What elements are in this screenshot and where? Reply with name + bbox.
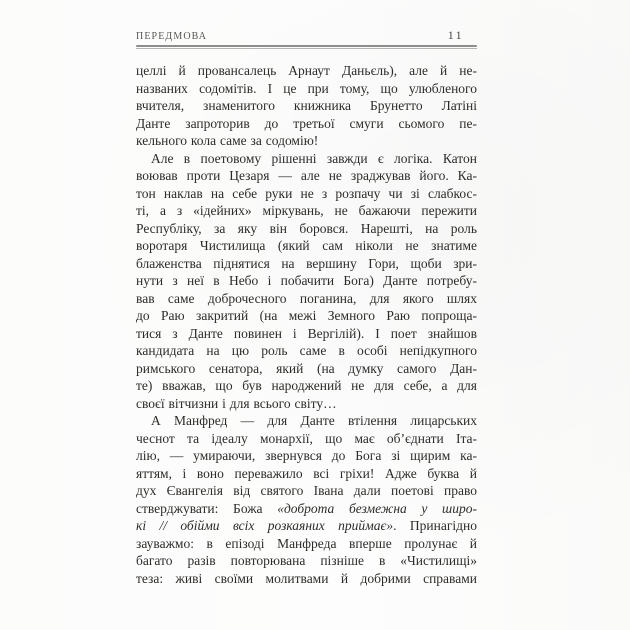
header-rule-thin-line (136, 48, 477, 49)
body-text: тися з Данте повинен і Вергілій). І поет знайшов (136, 325, 477, 341)
body-text: нути з неї в Небо і побачити Бога) Данте потребу- (136, 273, 477, 288)
body-text: . Принагідно (393, 518, 477, 533)
text-line (136, 325, 477, 343)
body-text: багато разів повторювана пізніше в «Чистилищі» (136, 553, 477, 568)
running-title: ПЕРЕДМОВА (136, 31, 208, 42)
body-text: А Манфред — для Данте втілення лицарських (151, 413, 477, 428)
header-rule (136, 45, 477, 49)
text-line (136, 552, 477, 570)
body-text: целлі й провансалець Арнаут Даньєль), але й не- (136, 63, 477, 78)
page-header (136, 30, 477, 42)
body-text: лію, — умираючи, звернувся до Бога зі щирим ка- (136, 448, 477, 463)
body-text: названих содомітів. І це при тому, що улюбленого (136, 80, 477, 96)
body-text: яттям, і воно переважило всі гріхи! Адже буква й (136, 465, 477, 481)
body-text: кандидата на цю роль саме в особі непідкупного (136, 343, 477, 358)
text-line (136, 115, 477, 133)
body-text: римського сенатора, який (на думку самого Дан- (136, 360, 477, 376)
text-line (136, 412, 477, 430)
body-text: вчителя, знаменитого книжника Брунетто Латіні (136, 98, 477, 113)
body-text: Республіку, за яку він боровся. Нарешті, на роль (136, 220, 477, 236)
body-text: зауважмо: в епізоді Манфреда вперше пролунає й (136, 535, 477, 551)
body-text: блаженства піднятися на вершину Гори, щоби зри- (136, 255, 477, 271)
text-line (136, 202, 477, 220)
text-line (136, 167, 477, 185)
body-text: воював проти Цезаря — але не зраджував його. Ка- (136, 168, 477, 183)
text-line (136, 97, 477, 115)
text-line (136, 395, 477, 413)
text-block (136, 30, 477, 587)
header-rule-thick-line (136, 45, 477, 47)
body-text: своєї вітчизни і для всього світу… (136, 395, 337, 411)
body-text: Але в поетовому рішенні завжди є логіка. Катон (151, 150, 477, 166)
page-body (136, 62, 477, 587)
body-text: те) вважав, що був народжений не для себе, а для (136, 378, 477, 393)
text-line (136, 307, 477, 325)
body-text: вав саме доброчесного поганина, для якого шлях (136, 290, 477, 306)
text-line (136, 535, 477, 553)
text-line (136, 377, 477, 395)
text-line (136, 500, 477, 518)
text-line (136, 220, 477, 238)
body-text: дух Євангелія від святого Івана дали поетові право (136, 483, 477, 498)
text-line (136, 150, 477, 168)
text-line (136, 80, 477, 98)
quoted-italic-text: кі // обійми всіх розкаяних приймає» (136, 518, 394, 533)
text-line (136, 482, 477, 500)
text-line (136, 570, 477, 588)
body-text: воротаря Чистилища (який сам ніколи не знатиме (136, 238, 477, 253)
text-line (136, 430, 477, 448)
text-line (136, 272, 477, 290)
page-number: 11 (447, 30, 464, 42)
text-line (136, 447, 477, 465)
body-text: Данте запроторив до третьої смуги сьомого пе- (136, 115, 477, 131)
text-line (136, 132, 477, 150)
text-line (136, 360, 477, 378)
body-text: до Раю закритий (на межі Земного Раю попроща- (136, 308, 477, 323)
body-text: теза: живі своїми молитвами й добрими справами (136, 570, 477, 586)
body-text: ті, а з «ідейних» міркувань, не бажаючи пережити (136, 203, 477, 218)
text-line (136, 342, 477, 360)
body-text: кельного кола саме за содомію! (136, 133, 319, 148)
text-line (136, 255, 477, 273)
text-line (136, 237, 477, 255)
body-text: тон наклав на себе руки не з розпачу чи зі слабкос- (136, 185, 477, 201)
text-line (136, 465, 477, 483)
text-line (136, 517, 477, 535)
body-text: стверджувати: Божа (136, 500, 278, 516)
text-line (136, 62, 477, 80)
body-text: чеснот та ідеалу монархії, що має об’єднати Іта- (136, 430, 477, 446)
text-line (136, 290, 477, 308)
text-line (136, 185, 477, 203)
quoted-italic-text: «доброта безмежна у широ- (277, 500, 477, 516)
